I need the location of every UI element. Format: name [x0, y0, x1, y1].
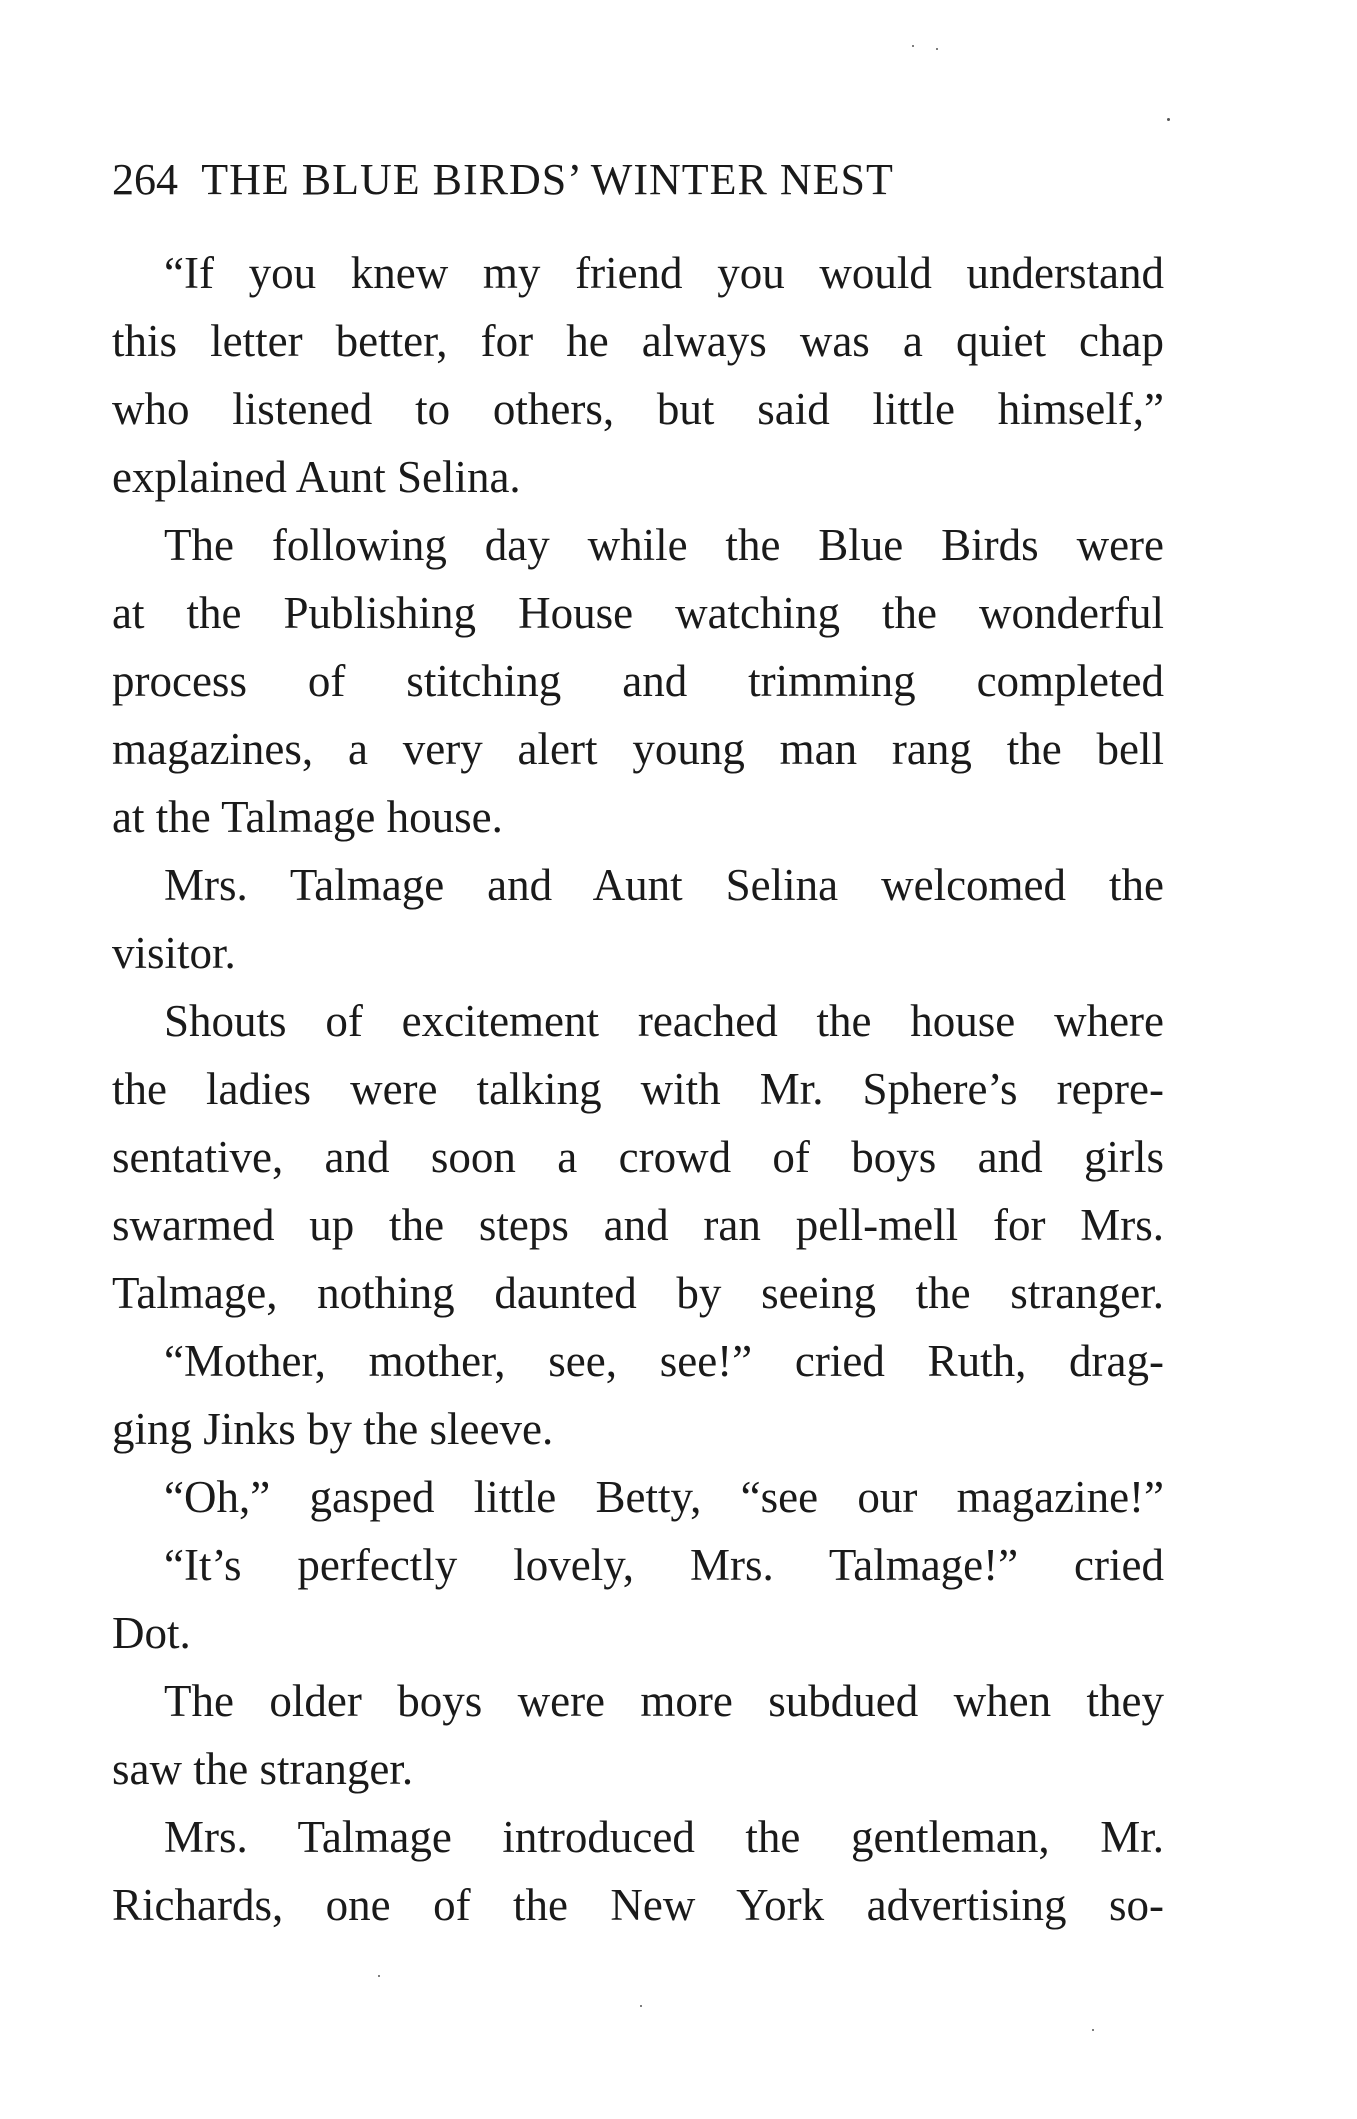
text-line: Richards, one of the New York advertising so- [112, 1880, 1164, 1930]
text-line: “If you knew my friend you would understand [164, 248, 1164, 298]
text-line: The following day while the Blue Birds were [164, 520, 1164, 570]
body-text [112, 239, 1164, 1939]
text-line: Dot. [112, 1608, 191, 1658]
paper-speck [1167, 118, 1170, 121]
text-line: visitor. [112, 928, 236, 978]
text-line: Mrs. Talmage and Aunt Selina welcomed the [164, 860, 1164, 910]
paper-speck [378, 1975, 380, 1977]
text-line: “Mother, mother, see, see!” cried Ruth, drag- [164, 1336, 1164, 1386]
running-head [112, 150, 894, 210]
text-line: The older boys were more subdued when they [164, 1676, 1164, 1726]
text-line: Talmage, nothing daunted by seeing the stranger. [112, 1268, 1164, 1318]
text-line: magazines, a very alert young man rang the bell [112, 724, 1164, 774]
text-line: sentative, and soon a crowd of boys and girls [112, 1132, 1164, 1182]
text-line: explained Aunt Selina. [112, 452, 521, 502]
paper-speck [912, 45, 914, 47]
text-line: Mrs. Talmage introduced the gentleman, Mr. [164, 1812, 1164, 1862]
text-line: swarmed up the steps and ran pell-mell for Mrs. [112, 1200, 1164, 1250]
running-title: THE BLUE BIRDS’ WINTER NEST [201, 155, 894, 204]
paper-speck [936, 48, 938, 50]
text-line: process of stitching and trimming completed [112, 656, 1164, 706]
text-line: who listened to others, but said little himself,” [112, 384, 1164, 434]
text-line: this letter better, for he always was a quiet chap [112, 316, 1164, 366]
paper-speck [1092, 2029, 1094, 2031]
text-line: “Oh,” gasped little Betty, “see our magazine!” [164, 1472, 1164, 1522]
text-line: at the Talmage house. [112, 792, 503, 842]
text-line: “It’s perfectly lovely, Mrs. Talmage!” cried [164, 1540, 1164, 1590]
page-number: 264 [112, 155, 178, 204]
text-line: ging Jinks by the sleeve. [112, 1404, 554, 1454]
paper-speck [640, 2005, 642, 2007]
text-line: Shouts of excitement reached the house where [164, 996, 1164, 1046]
text-line: saw the stranger. [112, 1744, 414, 1794]
text-line: at the Publishing House watching the wonderful [112, 588, 1164, 638]
text-line: the ladies were talking with Mr. Sphere’s repre- [112, 1064, 1164, 1114]
